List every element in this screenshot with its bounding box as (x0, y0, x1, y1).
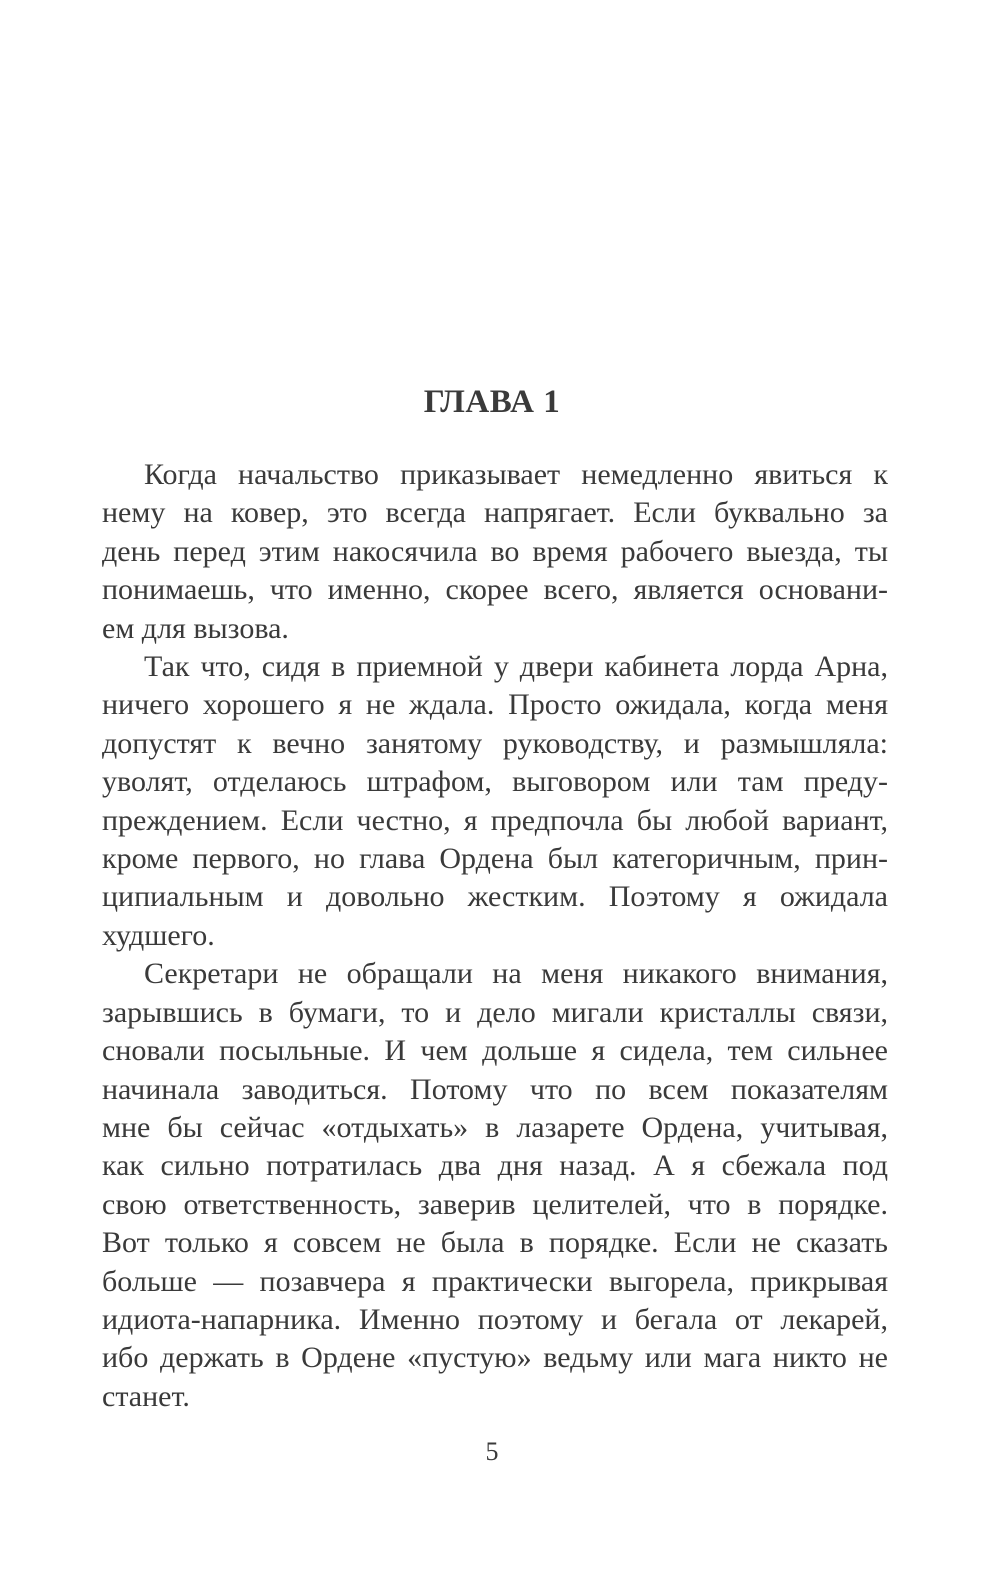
text-line: ибо держать в Ордене «пустую» ведьму или мага никто не (102, 1341, 888, 1375)
text-line: худшего. (102, 918, 215, 952)
text-line: свою ответственность, заверив целителей, что в порядке. (102, 1187, 888, 1221)
paragraph-1 (102, 456, 888, 648)
text-line: зарывшись в бумаги, то и дело мигали кристаллы связи, (102, 995, 888, 1029)
body-text (102, 456, 888, 1416)
paragraph-2 (102, 648, 888, 955)
text-line: понимаешь, что именно, скорее всего, является основани- (102, 573, 888, 607)
text-line: Когда начальство приказывает немедленно явиться к (144, 458, 888, 491)
text-line: уволят, отделаюсь штрафом, выговором или там преду- (102, 765, 888, 799)
text-line: больше — позавчера я практически выгорела, прикрывая (102, 1264, 888, 1298)
text-line: сновали посыльные. И чем дольше я сидела, тем сильнее (102, 1034, 888, 1068)
text-line: день перед этим накосячила во время рабочего выезда, ты (102, 534, 888, 568)
text-line: нему на ковер, это всегда напрягает. Если буквально за (102, 496, 888, 530)
text-line: начинала заводиться. Потому что по всем показателям (102, 1072, 888, 1106)
text-line: идиота-напарника. Именно поэтому и бегала от лекарей, (102, 1302, 888, 1336)
text-line: допустят к вечно занятому руководству, и размышляла: (102, 726, 888, 760)
text-line: ничего хорошего я не ждала. Просто ожидала, когда меня (102, 688, 888, 722)
text-line: преждением. Если честно, я предпочла бы любой вариант, (102, 803, 888, 837)
chapter-title: ГЛАВА 1 (423, 384, 561, 420)
text-line: ципиальным и довольно жестким. Поэтому я ожидала (102, 880, 888, 914)
paragraph-3 (102, 955, 888, 1416)
text-line: мне бы сейчас «отдыхать» в лазарете Ордена, учитывая, (102, 1110, 888, 1144)
text-line: как сильно потратилась два дня назад. А я сбежала под (102, 1149, 888, 1183)
text-line: станет. (102, 1379, 190, 1413)
text-line: Так что, сидя в приемной у двери кабинета лорда Арна, (144, 650, 888, 684)
page-number: 5 (485, 1437, 499, 1466)
text-line: ем для вызова. (102, 611, 289, 645)
text-line: Вот только я совсем не была в порядке. Если не сказать (102, 1226, 888, 1260)
text-line: Секретари не обращали на меня никакого внимания, (144, 957, 888, 991)
text-line: кроме первого, но глава Ордена был категоричным, прин- (102, 842, 888, 876)
